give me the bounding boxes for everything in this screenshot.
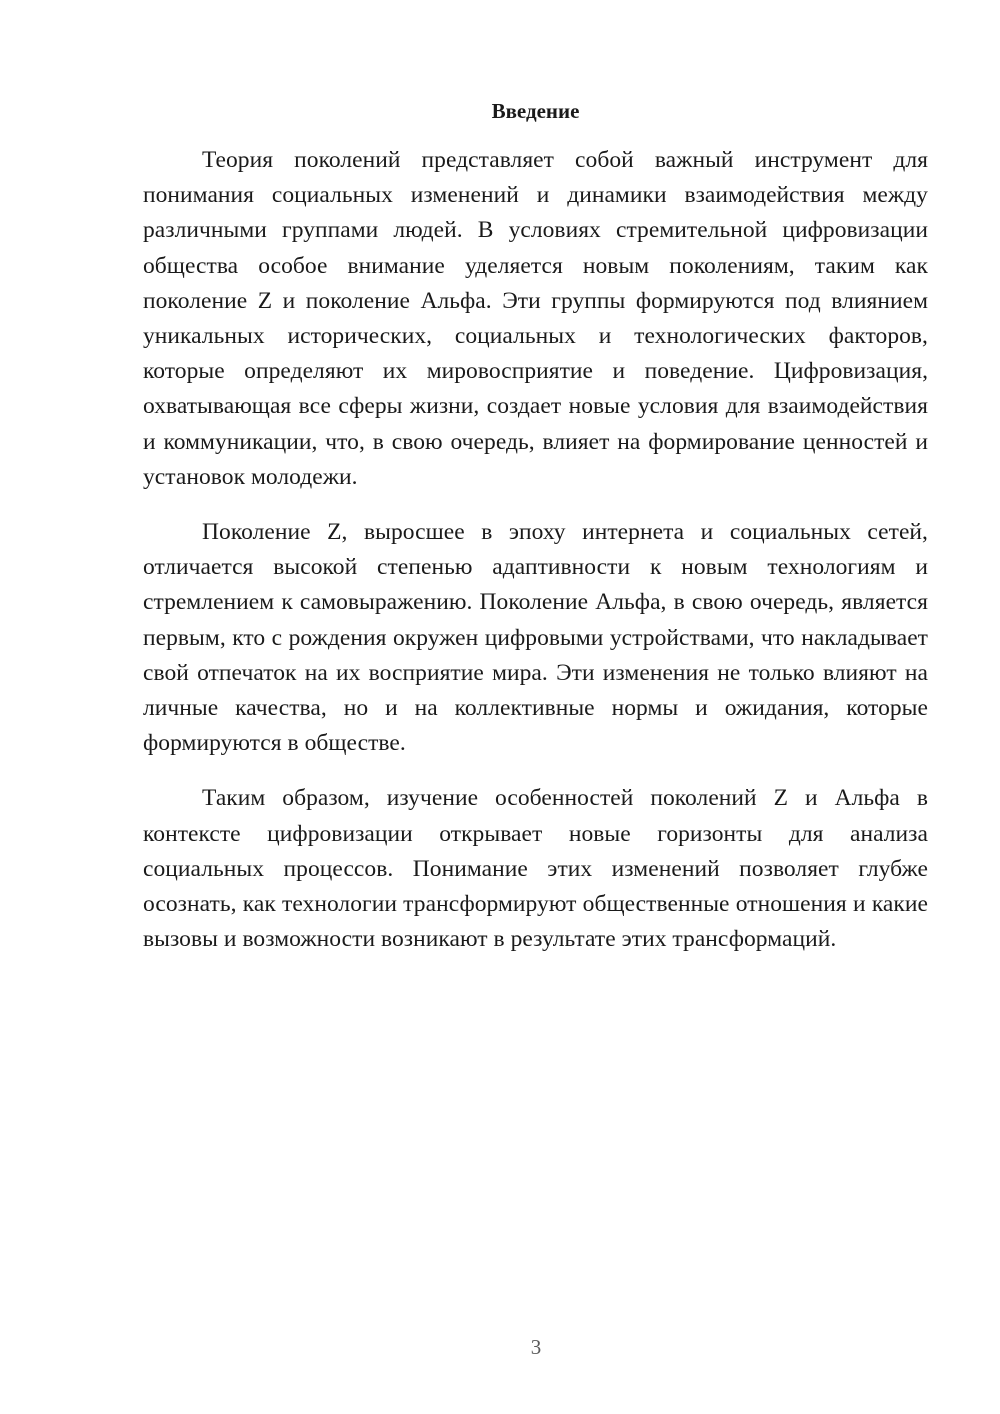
paragraph-3: Таким образом, изучение особенностей поколений Z и Альфа в контексте цифровизации открывает новые горизонты для анализа социальных процессов. Понимание этих изменений позволяет глубже осознать, как технологии трансформируют общественные отношения и какие вызовы и возможности возникают в результате этих трансформаций. <box>143 785 928 953</box>
paragraph-2: Поколение Z, выросшее в эпоху интернета и социальных сетей, отличается высокой степенью адаптивности к новым технологиям и стремлением к самовыражению. Поколение Альфа, в свою очередь, является первым, кто с рождения окружен цифровыми устройствами, что накладывает свой отпечаток на их восприятие мира. Эти изменения не только влияют на личные качества, но и на коллективные нормы и ожидания, которые формируются в обществе. <box>143 519 928 757</box>
paragraph-1: Теория поколений представляет собой важный инструмент для понимания социальных изменений и динамики взаимодействия между различными группами людей. В условиях стремительной цифровизации общества особое внимание уделяется новым поколениям, таким как поколение Z и поколение Альфа. Эти группы формируются под влиянием уникальных исторических, социальных и технологических факторов, которые определяют их мировосприятие и поведение. Цифровизация, охватывающая все сферы жизни, создает новые условия для взаимодействия и коммуникации, что, в свою очередь, влияет на формирование ценностей и установок молодежи. <box>143 147 928 490</box>
body-text <box>143 143 928 977</box>
page-number: 3 <box>530 1335 542 1359</box>
section-heading: Введение <box>491 99 580 123</box>
